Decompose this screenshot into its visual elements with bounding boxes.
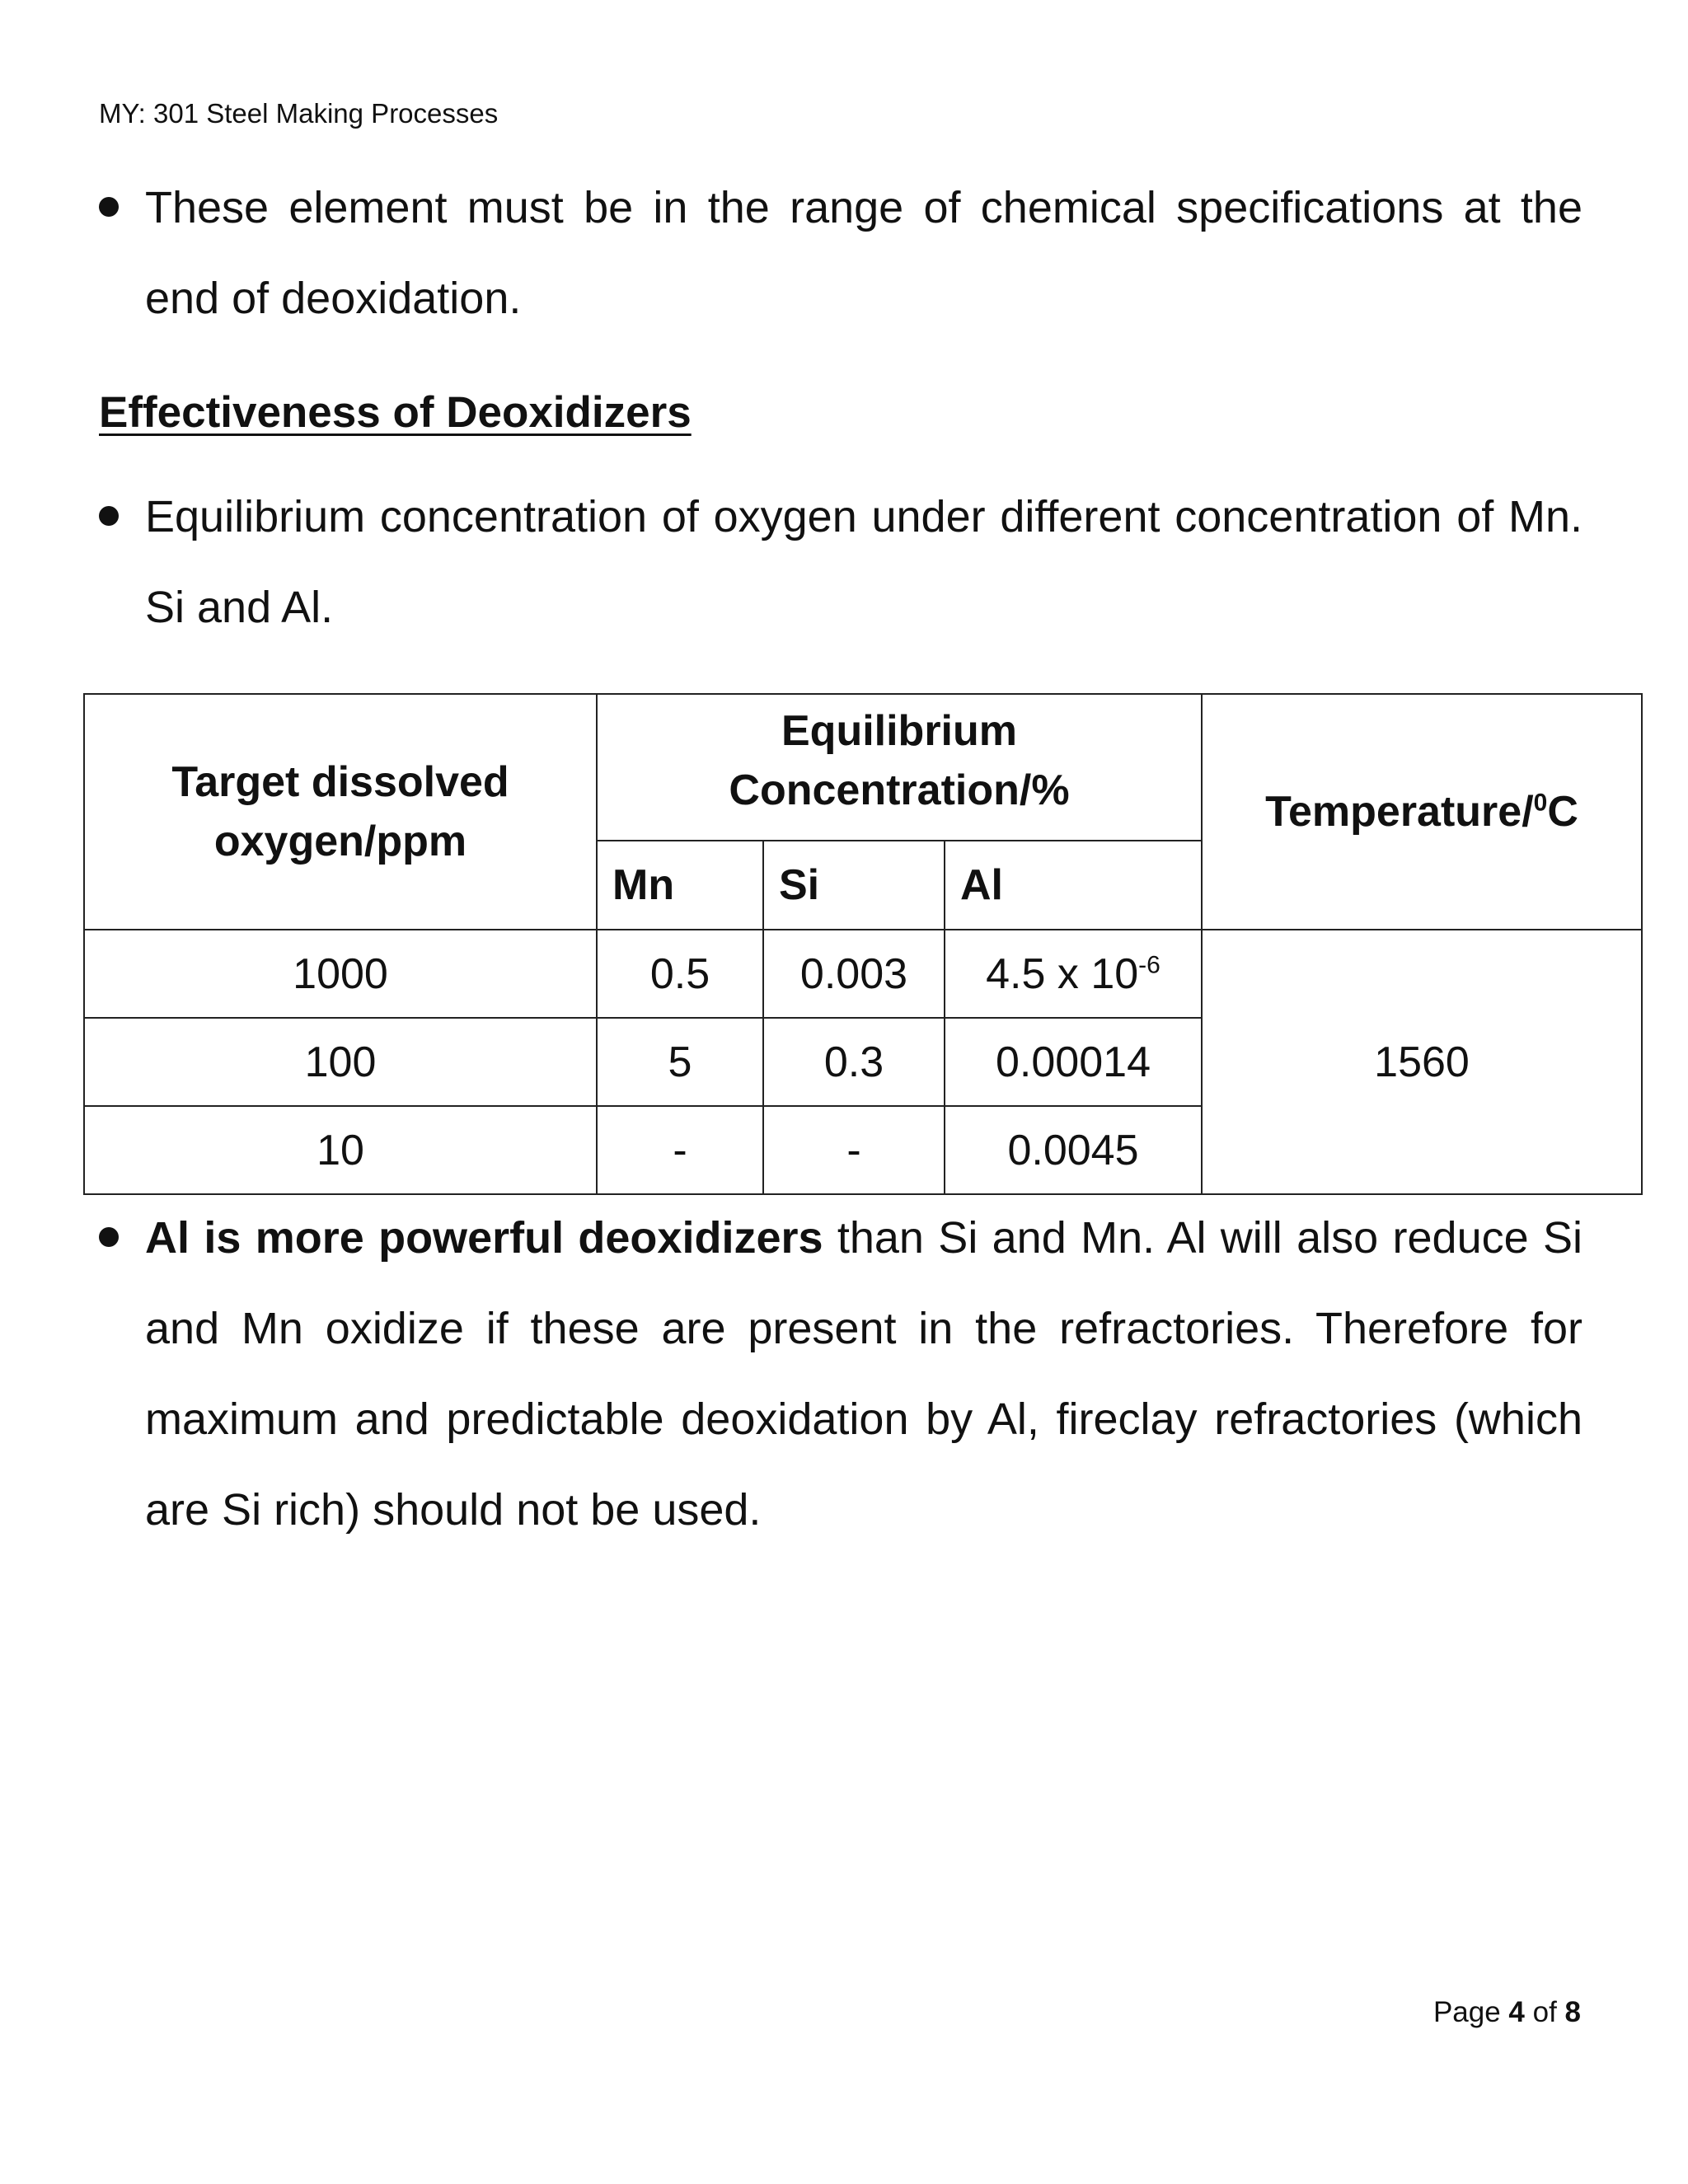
cell-target: 1000 <box>84 930 597 1018</box>
cell-al-base: 4.5 x 10 <box>986 949 1139 998</box>
bullet-dot-icon <box>99 506 119 526</box>
cell-si: - <box>763 1106 945 1194</box>
header-target-line2: oxygen/ppm <box>213 818 467 865</box>
header-temp-unit: C <box>1547 788 1578 836</box>
bullet-rest: than Si and Mn. Al will also reduce Si and Mn oxidize if these are present in the refractories. Therefore for maximum and predictable deoxidation by Al, fireclay refractories (which are Si rich) should not be used. <box>145 1213 1582 1535</box>
page-current: 4 <box>1508 1996 1525 2028</box>
cell-al: 0.00014 <box>945 1018 1202 1106</box>
page-word: Page <box>1432 1996 1509 2028</box>
cell-mn: - <box>597 1106 763 1194</box>
cell-mn: 0.5 <box>597 930 763 1018</box>
bullet-text <box>145 1193 1582 1555</box>
subheader-si: Si <box>763 841 945 930</box>
header-temperature <box>1202 694 1642 930</box>
cell-al: 0.0045 <box>945 1106 1202 1194</box>
header-equilibrium-concentration <box>597 694 1202 841</box>
course-title: MY: 301 Steel Making Processes <box>99 98 499 129</box>
table-header-row <box>84 694 1642 841</box>
header-temp-base: Temperature/ <box>1265 788 1534 836</box>
header-eq-line2: Concentration/% <box>729 766 1070 814</box>
document-header <box>99 97 498 130</box>
deoxidizer-table <box>83 693 1643 1195</box>
page-total: 8 <box>1564 1996 1581 2028</box>
bullet-point-specifications <box>99 162 1582 344</box>
bullet-bold-lead: Al is more powerful deoxidizers <box>145 1213 823 1263</box>
cell-target: 100 <box>84 1018 597 1106</box>
page-of-word: of <box>1524 1996 1565 2028</box>
subheader-al: Al <box>945 841 1202 930</box>
subheader-mn: Mn <box>597 841 763 930</box>
cell-si: 0.003 <box>763 930 945 1018</box>
bullet-text: These element must be in the range of chemical specifications at the end of deoxidation. <box>145 183 1582 323</box>
bullet-text: Equilibrium concentration of oxygen under different concentration of Mn. Si and Al. <box>145 492 1582 632</box>
header-temp-sup: 0 <box>1533 789 1548 817</box>
deoxidizer-table-container <box>83 693 1643 1195</box>
table-row <box>84 930 1642 1018</box>
page-number <box>1433 1996 1581 2029</box>
cell-temperature: 1560 <box>1202 930 1642 1194</box>
header-eq-line1: Equilibrium <box>781 707 1017 755</box>
bullet-dot-icon <box>99 1227 119 1247</box>
cell-target: 10 <box>84 1106 597 1194</box>
cell-al <box>945 930 1202 1018</box>
header-target-line1: Target dissolved <box>171 758 509 806</box>
bullet-point-aluminium <box>99 1193 1582 1555</box>
section-heading: Effectiveness of Deoxidizers <box>99 388 692 437</box>
bullet-point-equilibrium <box>99 471 1582 653</box>
header-target-oxygen <box>84 694 597 930</box>
cell-al-sup: -6 <box>1138 951 1160 979</box>
bullet-dot-icon <box>99 197 119 217</box>
cell-mn: 5 <box>597 1018 763 1106</box>
cell-si: 0.3 <box>763 1018 945 1106</box>
